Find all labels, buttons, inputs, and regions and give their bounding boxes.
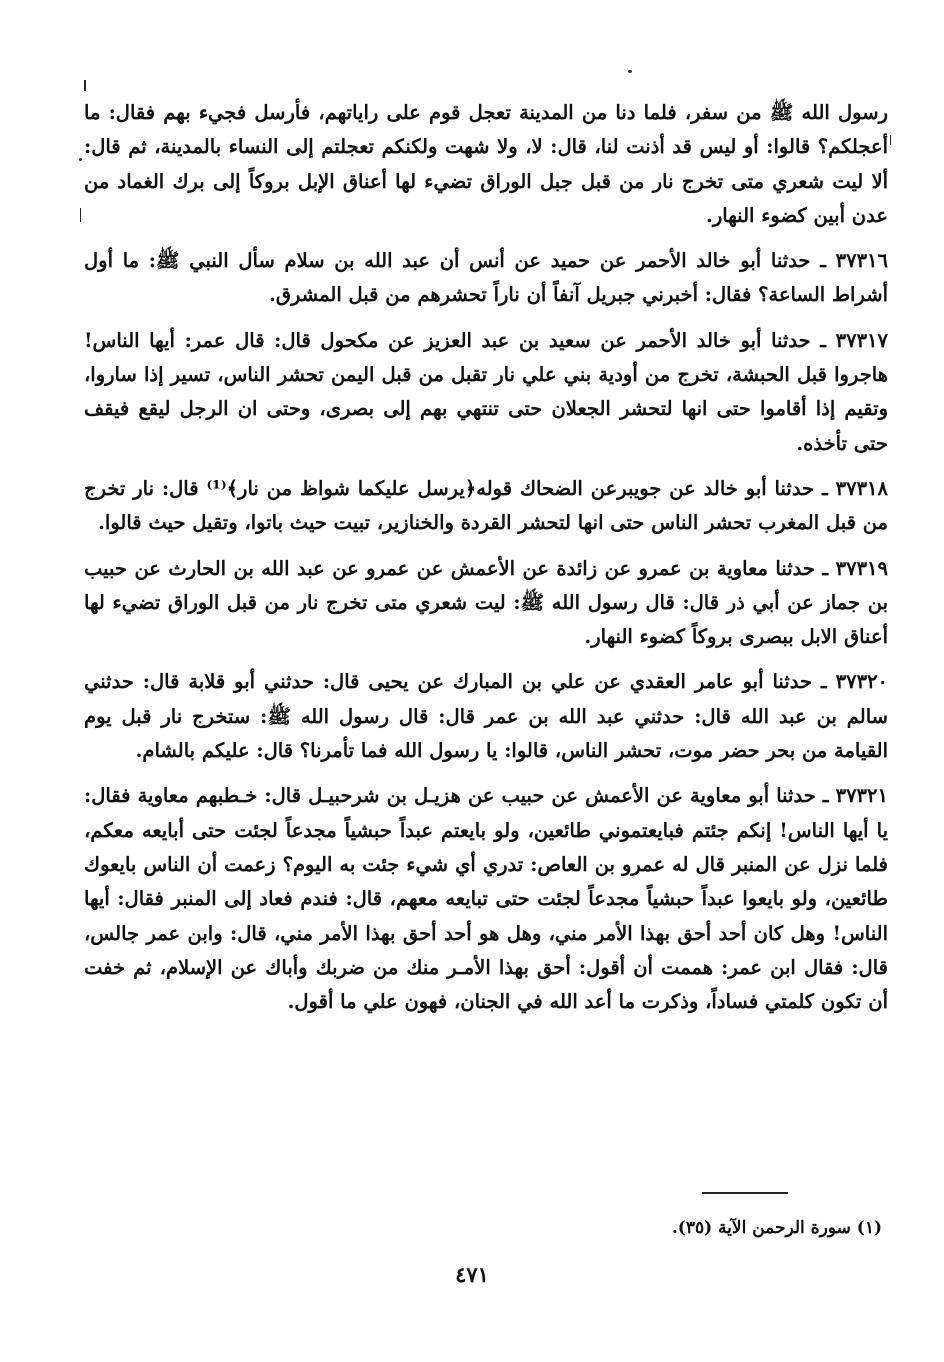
footnote-separator	[702, 1192, 788, 1194]
hadith-37321	[84, 778, 888, 1029]
hadith-number: ٣٧٣١٩	[835, 556, 889, 580]
hadith-37316	[84, 243, 888, 323]
hadith-text: ـ حدثنا أبو خالد عن جويبرعن الضحاك قوله﴿يرسل عليكما شواظ من نار﴾⁽¹⁾ قال: نار تخرج من قبل المغرب تحشر الناس حتى انها لتحشر القردة والخنازير، تبيت حيث باتوا، وتقيل حيث قالوا.	[84, 476, 888, 535]
margin-dot-left	[79, 158, 82, 161]
margin-mark-top	[84, 80, 86, 91]
hadith-37318	[84, 471, 888, 551]
hadith-37319	[84, 551, 888, 665]
hadith-number: ٣٧٣٢٠	[835, 670, 888, 694]
hadith-37317	[84, 323, 888, 471]
hadith-number: ٣٧٣٢١	[835, 784, 888, 808]
paragraph-continuation	[84, 96, 888, 243]
hadith-text: ـ حدثنا أبو عامر العقدي عن علي بن المبارك عن يحيى قال: حدثني أبو قلابة قال: حدثني سالم بن عبد الله قال: حدثني عبد الله بن عمر قال: قال رسول الله ﷺ: ستخرج نار قبل يوم القيامة من بحر حضر موت، تحشر الناس، قالوا: يا رسول الله فما تأمرنا؟ قال: عليكم بالشام.	[84, 670, 888, 763]
margin-mark-left	[80, 208, 81, 222]
page-number: ٤٧١	[455, 1262, 489, 1287]
hadith-text: ـ حدثنا أبو معاوية عن الأعمش عن حبيب عن هزيـل بن شرحبيـل قال: خـطبهم معاوية فقال: يا أيها الناس! إنكم جئتم فبايعتموني طائعين، ولو بايعتم عبداً حبشياً مجدعاً لجئت حتى أبايعه معكم، فلما نزل عن المنبر قال له عمرو بن العاص: تدري أي شيء جئت به اليوم؟ زعمت أن الناس بايعوك طائعين، ولو بايعوا عبداً حبشياً مجدعاً لجئت حتى تبايعه معهم، قال: فندم فعاد إلى المنبر فقال: أيها الناس! وهل كان أحد أحق بهذا الأمر مني، وهل هو أحد أحق بهذا الأمر مني، قال: وابن عمر جالس، قال: فقال ابن عمر: هممت أن أقول: أحق بهذا الأمـر منك من ضربك وأباك عن الإسلام، ثم خفت أن تكون كلمتي فساداً، وذكرت ما أعد الله في الجنان، فهون علي ما أقول.	[84, 784, 888, 1014]
hadith-text: ـ حدثنا أبو خالد الأحمر عن سعيد بن عبد العزيز عن مكحول قال: قال عمر: أيها الناس! هاجروا قبل الحبشة، تخرج من أودية بني علي نار تقبل من قبل اليمن تحشر الناس، تسير إذا ساروا، وتقيم إذا أقاموا حتى انها لتحشر الجعلان حتى تنتهي بهم إلى بصرى، وحتى ان الرجل ليقع فيقف حتى تأخذه.	[84, 328, 888, 455]
hadith-number: ٣٧٣١٨	[835, 476, 888, 500]
margin-dot-top	[628, 70, 632, 73]
main-text	[84, 96, 888, 1029]
hadith-number: ٣٧٣١٧	[835, 328, 888, 352]
footnote: (١) سورة الرحمن الآية (٣٥).	[671, 1218, 882, 1238]
hadith-text: ـ حدثنا معاوية بن عمرو عن زائدة عن الأعمش عن عمرو عن عبد الله بن الحارث عن حبيب بن جماز عن أبي ذر قال: قال رسول الله ﷺ: ليت شعري متى تخرج نار من قبل الوراق تضيء لها أعناق الابل ببصرى بروكاً كضوء النهار.	[84, 556, 888, 649]
hadith-text: ـ حدثنا أبو خالد الأحمر عن حميد عن أنس أن عبد الله بن سلام سأل النبي ﷺ: ما أول أشراط الساعة؟ فقال: أخبرني جبريل آنفاً أن ناراً تحشرهم من قبل المشرق.	[84, 249, 888, 307]
hadith-37320	[84, 664, 888, 778]
margin-mark-right	[890, 135, 891, 145]
hadith-number: ٣٧٣١٦	[835, 249, 888, 273]
paragraph-text: رسول الله ﷺ من سفر، فلما دنا من المدينة تعجل قوم على راياتهم، فأرسل فجيء بهم فقال: ما أعجلكم؟ قالوا: أو ليس قد أذنت لنا، قال: لا، ولا شهت ولكنكم تعجلتم إلى النساء بالمدينة، ثم قال: ألا ليت شعري متى تخرج نار من قبل جبل الوراق تضيء لها أعناق الإبل بروكاً إلى برك الغماد من عدن أبين كضوء النهار.	[84, 101, 888, 227]
